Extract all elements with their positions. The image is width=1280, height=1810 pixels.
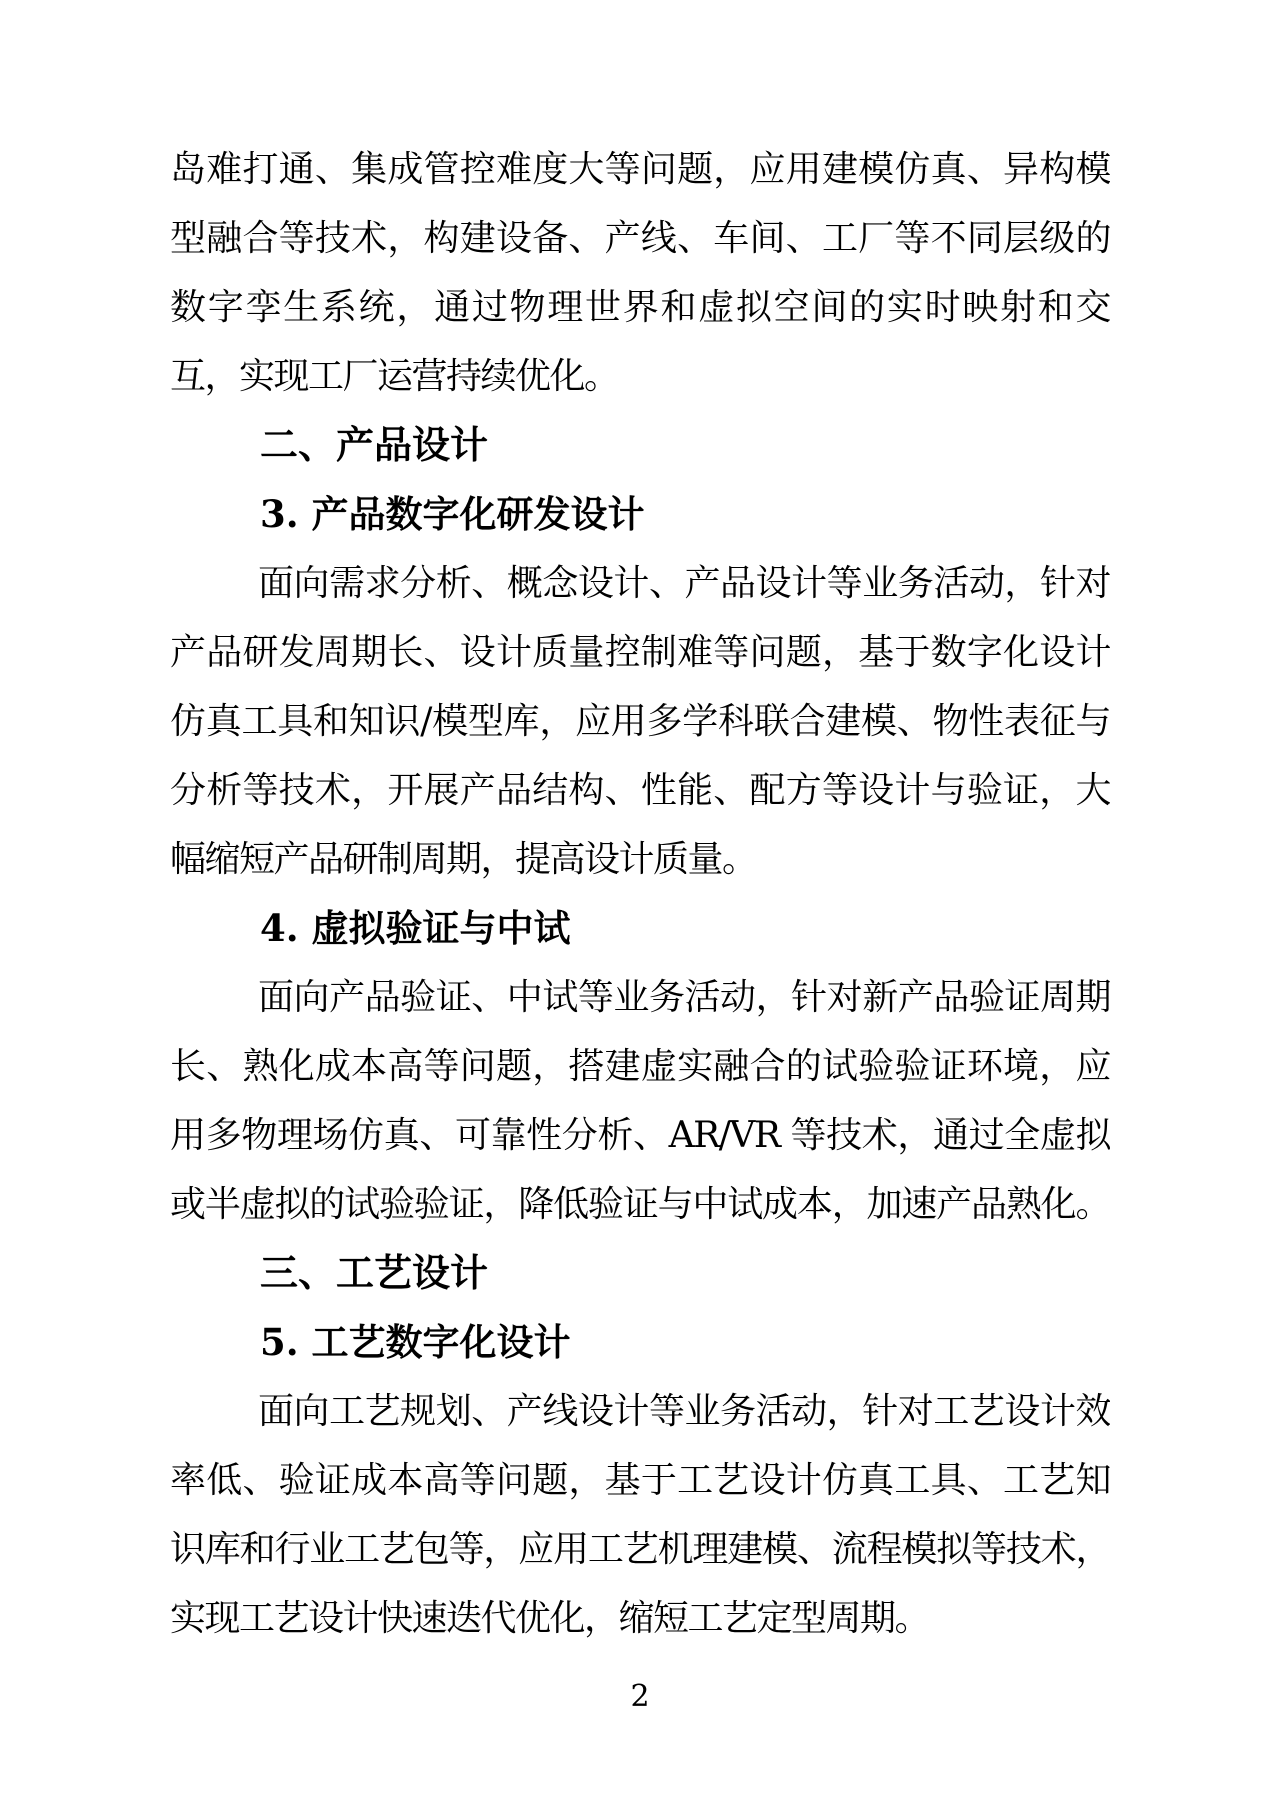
text-line: 率低、验证成本高等问题，基于工艺设计仿真工具、工艺知 xyxy=(170,1460,1110,1501)
text-line: 产品研发周期长、设计质量控制难等问题，基于数字化设计 xyxy=(170,632,1110,673)
heading-line: 4. 虚拟验证与中试 xyxy=(260,906,571,950)
text-line: 面向产品验证、中试等业务活动，针对新产品验证周期 xyxy=(258,977,1110,1018)
text-line: 面向工艺规划、产线设计等业务活动，针对工艺设计效 xyxy=(258,1391,1110,1432)
heading-line: 3. 产品数字化研发设计 xyxy=(260,492,645,536)
text-line: 长、熟化成本高等问题，搭建虚实融合的试验验证环境，应 xyxy=(170,1046,1110,1087)
heading-line: 二、产品设计 xyxy=(260,423,489,467)
page-number: 2 xyxy=(630,1679,650,1714)
text-line: 用多物理场仿真、可靠性分析、AR/VR 等技术，通过全虚拟 xyxy=(170,1115,1110,1156)
text-line: 数字孪生系统，通过物理世界和虚拟空间的实时映射和交 xyxy=(170,287,1110,328)
text-line: 仿真工具和知识/模型库，应用多学科联合建模、物性表征与 xyxy=(170,701,1110,742)
text-line: 识库和行业工艺包等，应用工艺机理建模、流程模拟等技术， xyxy=(170,1529,1110,1570)
text-line: 或半虚拟的试验验证，降低验证与中试成本，加速产品熟化。 xyxy=(170,1184,1110,1225)
text-line: 幅缩短产品研制周期，提高设计质量。 xyxy=(170,839,757,880)
text-line: 分析等技术，开展产品结构、性能、配方等设计与验证，大 xyxy=(170,770,1110,811)
text-line: 型融合等技术，构建设备、产线、车间、工厂等不同层级的 xyxy=(170,218,1110,259)
text-line: 面向需求分析、概念设计、产品设计等业务活动，针对 xyxy=(258,563,1110,604)
document-content xyxy=(170,135,1110,1653)
heading-line: 三、工艺设计 xyxy=(260,1251,489,1295)
text-line: 岛难打通、集成管控难度大等问题，应用建模仿真、异构模 xyxy=(170,149,1110,190)
text-line: 实现工艺设计快速迭代优化，缩短工艺定型周期。 xyxy=(170,1598,930,1639)
heading-line: 5. 工艺数字化设计 xyxy=(260,1320,571,1364)
text-line: 互，实现工厂运营持续优化。 xyxy=(170,356,619,397)
